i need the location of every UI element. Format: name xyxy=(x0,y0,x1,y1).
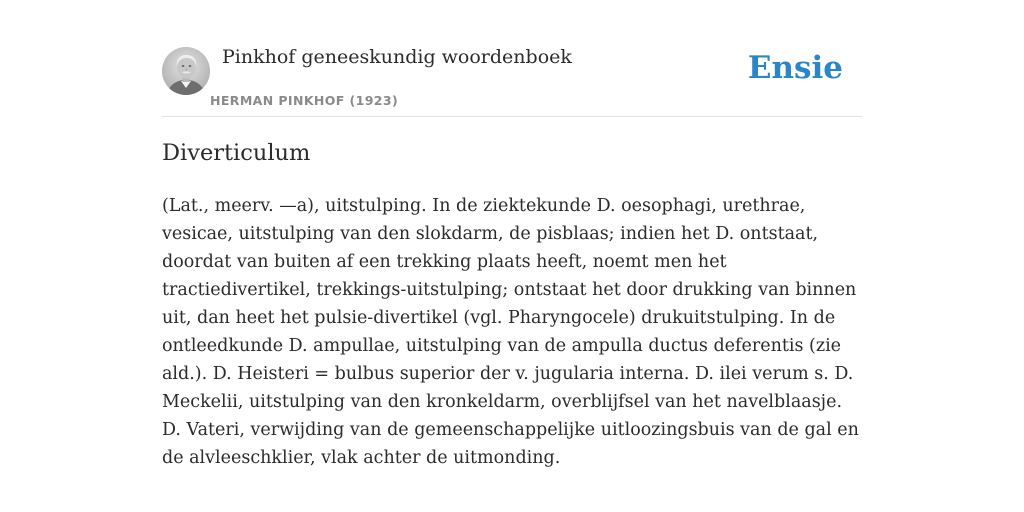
entry-definition: (Lat., meerv. —a), uitstulping. In de ziektekunde D. oesophagi, urethrae, vesicae, uitstulping van den slokdarm, de pisblaas; indien het D. ontstaat, doordat van buiten af een trekking plaats heeft, noemt men het tractiedivertikel, trekkings-uitstulping; ontstaat het door drukking van binnen uit, dan heet het pulsie-divertikel (vgl. Pharyngocele) drukuitstulping. In de ontleedkunde D. ampullae, uitstulping van de ampulla ductus deferentis (zie ald.). D. Heisteri = bulbus superior der v. jugularia interna. D. ilei verum s. D. Meckelii, uitstulping van den kronkeldarm, overblijfsel van het navelblaasje. D. Vateri, verwijding van de gemeenschappelijke uitloozingsbuis van de gal en de alvleeschklier, vlak achter de uitmonding. xyxy=(162,196,859,468)
book-title[interactable]: Pinkhof geneeskundig woordenboek xyxy=(222,46,572,68)
entry-term: Diverticulum xyxy=(162,140,311,166)
page xyxy=(162,0,862,512)
author-avatar[interactable] xyxy=(162,47,210,95)
author-line: HERMAN PINKHOF (1923) xyxy=(210,93,399,108)
author-portrait-icon xyxy=(162,47,210,95)
ensie-logo[interactable]: Ensie xyxy=(747,50,843,86)
header xyxy=(162,0,862,117)
